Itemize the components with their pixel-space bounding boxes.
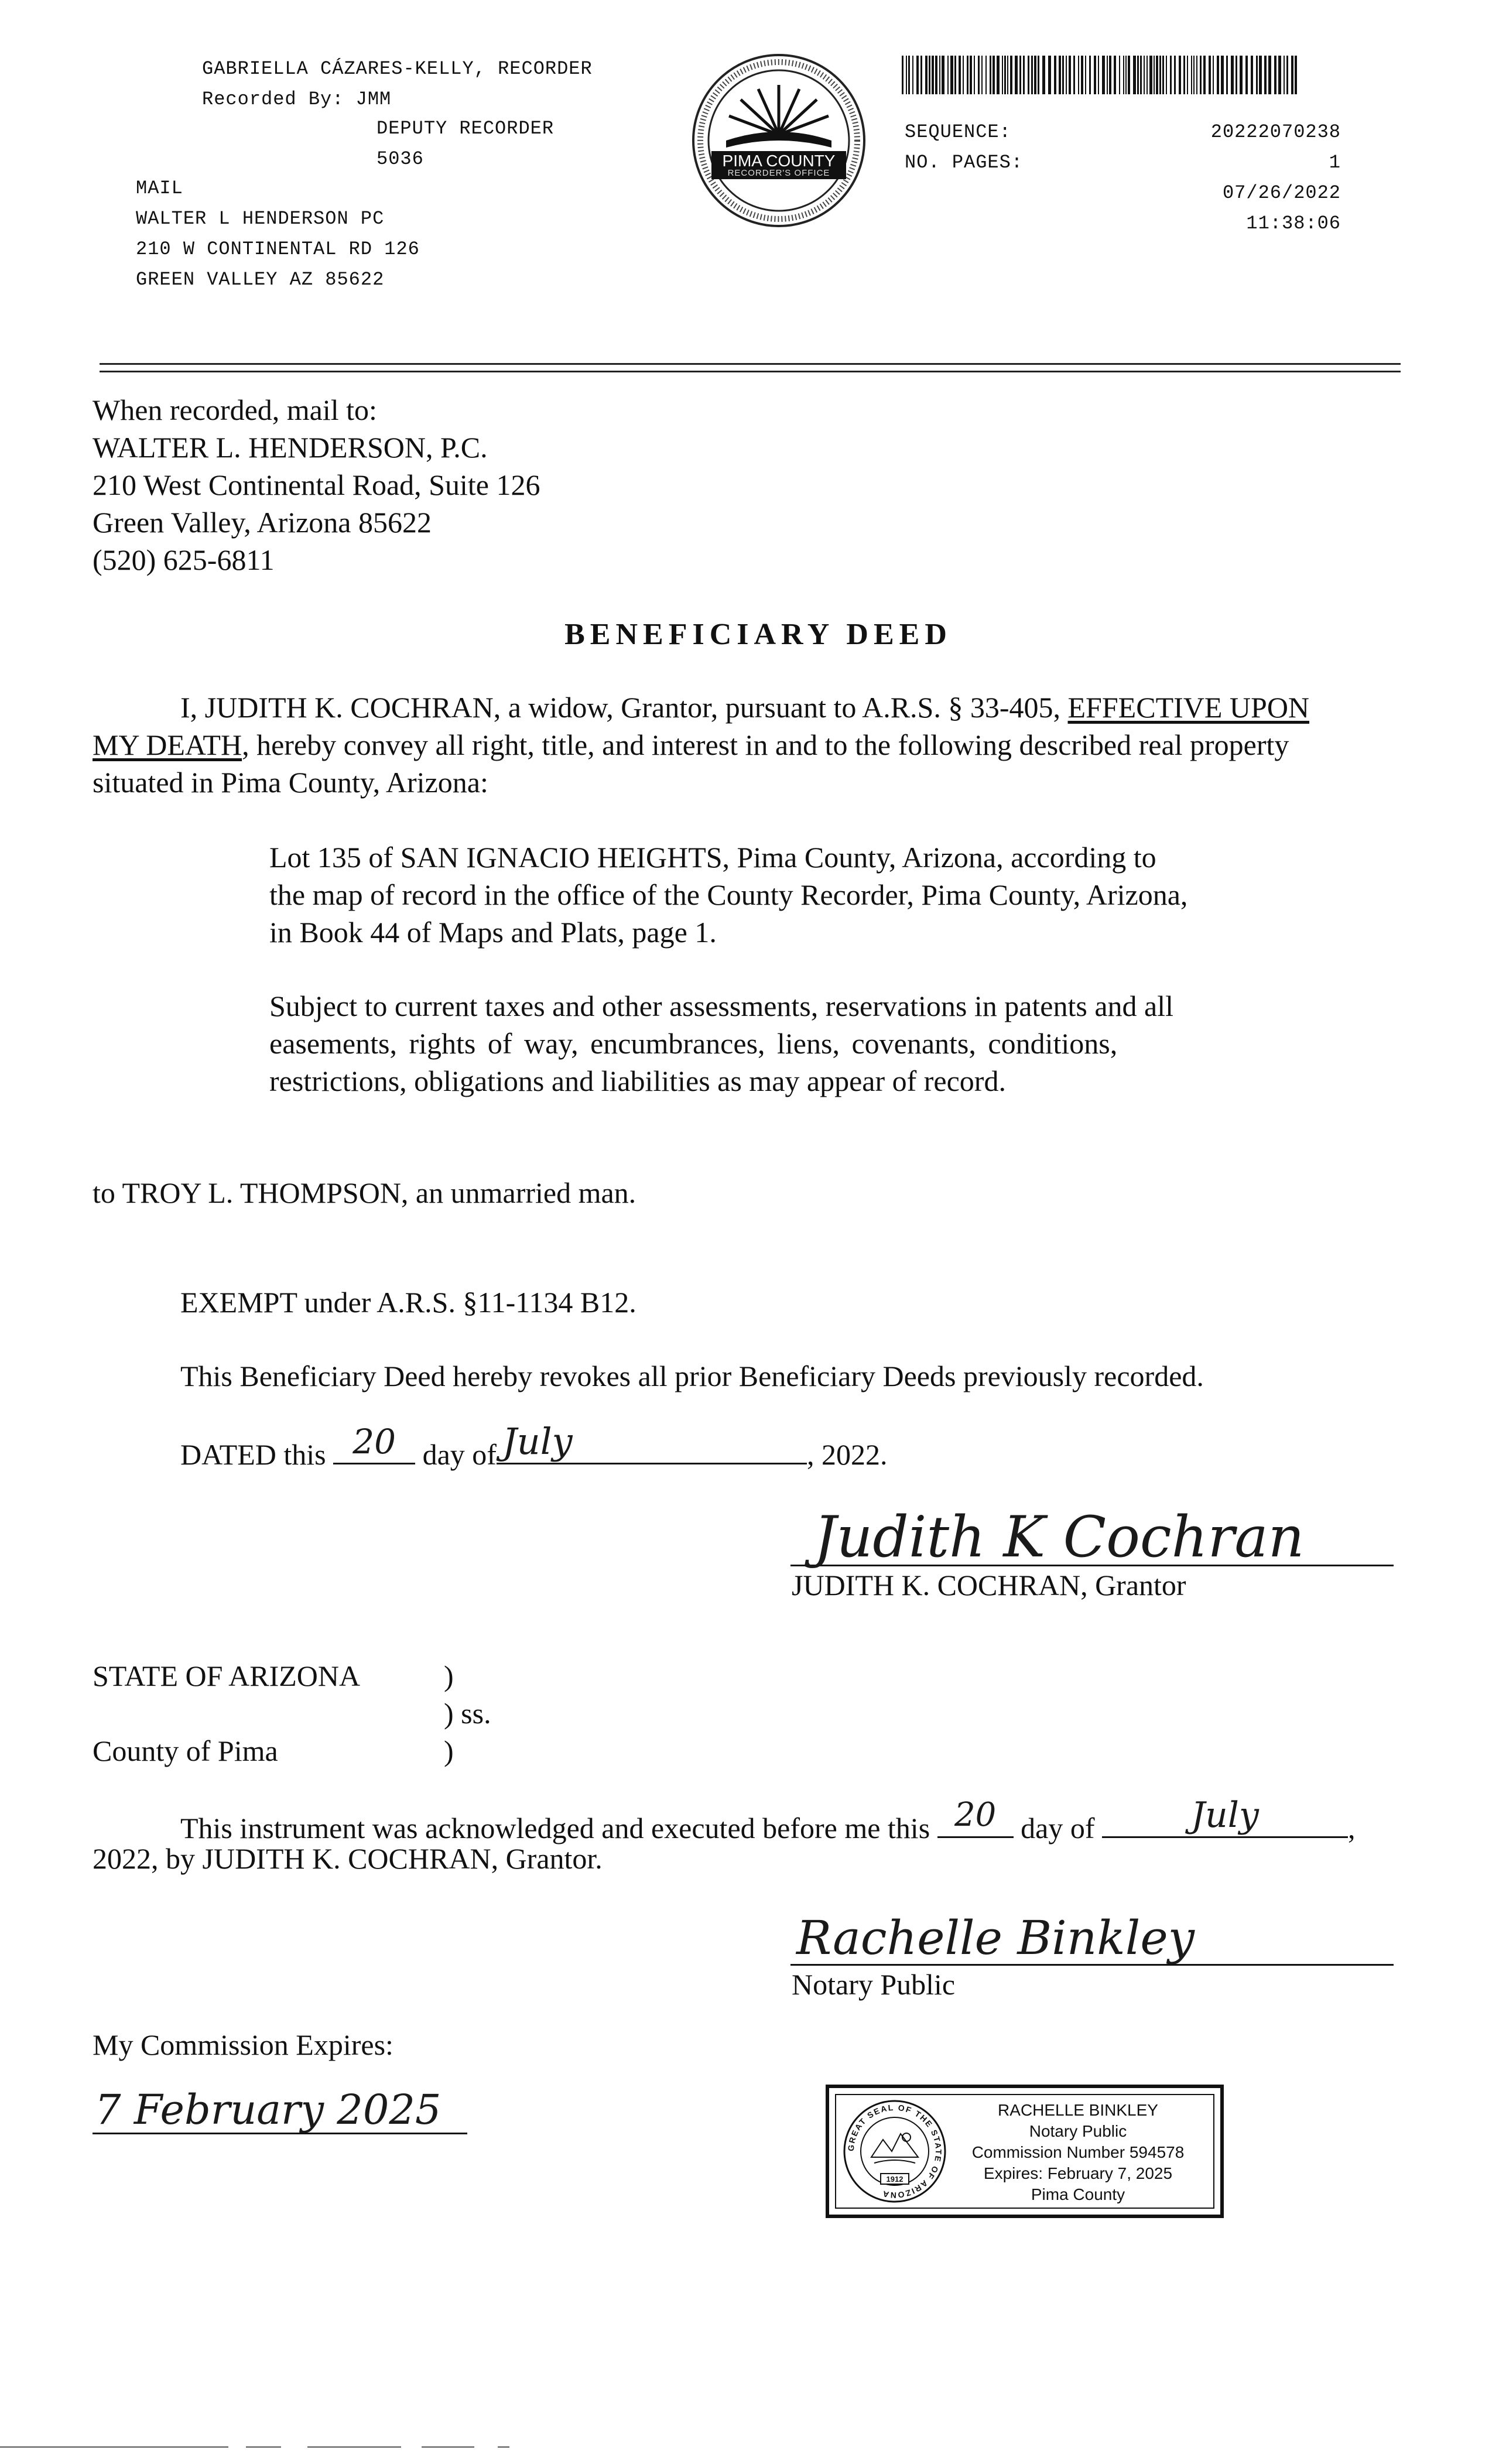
barcode-bar xyxy=(925,56,928,94)
mail-address-line-2: 210 W CONTINENTAL RD 126 xyxy=(136,238,420,260)
barcode xyxy=(902,56,1300,94)
legal-description-line-2: the map of record in the office of the County Recorder, Pima County, Arizona, xyxy=(269,878,1188,911)
dated-line xyxy=(180,1420,888,1473)
barcode-bar xyxy=(1119,56,1120,94)
notary-signature[interactable]: Rachelle Binkley xyxy=(796,1911,1195,1965)
conveyance-line-1 xyxy=(93,689,1410,726)
barcode-bar xyxy=(1123,56,1124,94)
venue-paren-1: ) xyxy=(444,1659,454,1692)
barcode-bar xyxy=(1062,56,1064,94)
seal-text-line-2: RECORDER'S OFFICE xyxy=(727,168,830,178)
venue-state: STATE OF ARIZONA xyxy=(93,1659,361,1692)
barcode-bar xyxy=(1073,56,1075,94)
barcode-bar xyxy=(1137,56,1139,94)
barcode-bar xyxy=(1217,56,1219,94)
deputy-number: 5036 xyxy=(377,148,424,170)
ack-prefix: This instrument was acknowledged and executed before me this xyxy=(180,1812,930,1844)
sequence-value: 20222070238 xyxy=(1210,121,1341,143)
barcode-bar xyxy=(1236,56,1237,94)
barcode-bar xyxy=(1028,56,1029,94)
conveyance-continue: , hereby convey all right, title, and interest in and to the following described real property xyxy=(242,728,1289,761)
barcode-bar xyxy=(1154,56,1155,94)
barcode-bar xyxy=(1213,56,1214,94)
barcode-bar xyxy=(1140,56,1142,94)
barcode-bar xyxy=(1054,56,1056,94)
barcode-bar xyxy=(1010,56,1012,94)
scan-mark-3 xyxy=(307,2446,401,2448)
deputy-title: DEPUTY RECORDER xyxy=(377,118,555,139)
subject-to-line-2: easements, rights of way, encumbrances, liens, covenants, conditions, xyxy=(269,1027,1118,1060)
barcode-bar xyxy=(1256,56,1258,94)
scan-mark-5 xyxy=(498,2446,509,2448)
barcode-bar xyxy=(1200,56,1202,94)
stamp-title: Notary Public xyxy=(1029,2122,1127,2140)
return-address xyxy=(93,391,540,579)
conveyance-paragraph xyxy=(93,689,1410,801)
barcode-bar xyxy=(1059,56,1061,94)
grantor-signature[interactable]: Judith K Cochran xyxy=(814,1504,1305,1570)
stamp-commission: Commission Number 594578 xyxy=(971,2143,1185,2161)
barcode-bar xyxy=(1245,56,1248,94)
subject-to-line-3: restrictions, obligations and liabilities as may appear of record. xyxy=(269,1065,1006,1097)
barcode-bar xyxy=(1274,56,1276,94)
dated-day-handwritten: 20 xyxy=(352,1422,396,1462)
mail-address-line-1: WALTER L HENDERSON PC xyxy=(136,208,385,230)
mail-address-line-3: GREEN VALLEY AZ 85622 xyxy=(136,269,385,290)
barcode-bar xyxy=(908,56,910,94)
barcode-bar xyxy=(929,56,930,94)
stamp-name: RACHELLE BINKLEY xyxy=(998,2101,1158,2119)
barcode-bar xyxy=(912,56,913,94)
grantor-caption: JUDITH K. COCHRAN, Grantor xyxy=(792,1569,1186,1601)
grantee-line: to TROY L. THOMPSON, an unmarried man. xyxy=(93,1176,636,1209)
notary-stamp-text xyxy=(946,2100,1210,2205)
barcode-bar xyxy=(990,56,991,94)
deputy-block xyxy=(377,114,554,174)
bottom-scan-marks xyxy=(0,2446,527,2450)
barcode-bar xyxy=(950,56,953,94)
dated-mid: day of xyxy=(422,1438,497,1471)
ack-comma: , xyxy=(1348,1812,1356,1844)
barcode-bar xyxy=(916,56,919,94)
return-address-line-4: Green Valley, Arizona 85622 xyxy=(93,506,432,539)
barcode-bar xyxy=(954,56,956,94)
scan-mark-4 xyxy=(422,2446,474,2448)
barcode-bar xyxy=(902,56,903,94)
ack-month-blank[interactable] xyxy=(1102,1795,1348,1838)
barcode-bar xyxy=(1231,56,1234,94)
barcode-bar xyxy=(997,56,1000,94)
barcode-bar xyxy=(1114,56,1116,94)
barcode-bar xyxy=(1089,56,1091,94)
sequence-label: SEQUENCE: xyxy=(905,121,1011,143)
commission-expires-handwritten[interactable]: 7 February 2025 xyxy=(95,2086,442,2134)
barcode-bar xyxy=(1038,56,1039,94)
barcode-bar xyxy=(1196,56,1197,94)
barcode-bar xyxy=(1209,56,1211,94)
notary-stamp xyxy=(826,2085,1224,2218)
pages-value: 1 xyxy=(1329,152,1341,173)
pages-label: NO. PAGES: xyxy=(905,152,1024,173)
barcode-bar xyxy=(970,56,972,94)
recorder-name: GABRIELLA CÁZARES-KELLY, RECORDER xyxy=(202,58,593,80)
barcode-bar xyxy=(1144,56,1145,94)
barcode-bar xyxy=(981,56,983,94)
barcode-bar xyxy=(1268,56,1271,94)
recorded-by-label: Recorded By: xyxy=(202,88,344,110)
barcode-bar xyxy=(1125,56,1127,94)
ack-mid: day of xyxy=(1021,1812,1095,1844)
seal-text-line-1: PIMA COUNTY xyxy=(722,152,836,170)
barcode-bar xyxy=(947,56,949,94)
barcode-bar xyxy=(1085,56,1086,94)
barcode-bar xyxy=(1149,56,1152,94)
recorded-by-line xyxy=(202,84,593,115)
recording-info-block xyxy=(202,54,593,115)
barcode-bar xyxy=(1102,56,1105,94)
barcode-bar xyxy=(1109,56,1111,94)
subject-to-clause xyxy=(269,987,1173,1100)
barcode-bar xyxy=(1193,56,1195,94)
barcode-bar xyxy=(939,56,940,94)
conveyance-intro: I, JUDITH K. COCHRAN, a widow, Grantor, pursuant to A.R.S. § 33-405, xyxy=(180,691,1068,724)
barcode-bar xyxy=(1170,56,1172,94)
barcode-bar xyxy=(1203,56,1206,94)
barcode-bar xyxy=(993,56,995,94)
barcode-bar xyxy=(1078,56,1079,94)
barcode-bar xyxy=(1094,56,1096,94)
stamp-county: Pima County xyxy=(1031,2185,1125,2203)
barcode-bar xyxy=(1264,56,1267,94)
barcode-bar xyxy=(1133,56,1136,94)
barcode-bar xyxy=(1004,56,1006,94)
legal-description-line-3: in Book 44 of Maps and Plats, page 1. xyxy=(269,916,717,949)
barcode-bar xyxy=(985,56,987,94)
barcode-bar xyxy=(906,56,907,94)
barcode-bar xyxy=(1019,56,1021,94)
scan-mark-2 xyxy=(246,2446,281,2448)
conveyance-line-3: situated in Pima County, Arizona: xyxy=(93,766,488,799)
barcode-bar xyxy=(963,56,964,94)
commission-expires-block xyxy=(93,2085,467,2134)
barcode-bar xyxy=(967,56,968,94)
ack-month-handwritten: July xyxy=(1191,1795,1259,1836)
barcode-bar xyxy=(1031,56,1033,94)
barcode-bar xyxy=(1251,56,1253,94)
barcode-bar xyxy=(1066,56,1067,94)
record-time: 11:38:06 xyxy=(1246,213,1341,234)
ack-day-handwritten: 20 xyxy=(954,1796,997,1834)
venue-ss: ) ss. xyxy=(444,1697,491,1730)
barcode-bar xyxy=(942,56,944,94)
barcode-bar xyxy=(1179,56,1181,94)
seal-graphic xyxy=(691,53,867,228)
record-date: 07/26/2022 xyxy=(1222,182,1341,204)
barcode-bar xyxy=(920,56,922,94)
return-address-line-2: WALTER L. HENDERSON, P.C. xyxy=(93,431,488,464)
notary-caption: Notary Public xyxy=(792,1968,956,2001)
barcode-bar xyxy=(1295,56,1297,94)
barcode-bar xyxy=(1147,56,1148,94)
barcode-bar xyxy=(1291,56,1293,94)
barcode-bar xyxy=(1162,56,1164,94)
return-address-line-5: (520) 625-6811 xyxy=(93,543,275,576)
barcode-bar xyxy=(935,56,937,94)
barcode-bar xyxy=(1042,56,1045,94)
conveyance-line-2 xyxy=(93,726,1410,764)
seal-ring-text: GREAT SEAL OF THE STATE OF ARIZONA xyxy=(846,2102,944,2201)
effective-upon-text: EFFECTIVE UPON xyxy=(1067,691,1310,724)
mail-label: MAIL xyxy=(136,177,183,199)
barcode-bar xyxy=(1166,56,1167,94)
barcode-bar xyxy=(1069,56,1071,94)
barcode-bar xyxy=(1007,56,1008,94)
dated-prefix: DATED this xyxy=(180,1438,326,1471)
barcode-bar xyxy=(1098,56,1099,94)
legal-description-line-1: Lot 135 of SAN IGNACIO HEIGHTS, Pima County, Arizona, according to xyxy=(269,841,1156,874)
dated-year: , 2022. xyxy=(806,1438,888,1471)
venue-paren-3: ) xyxy=(444,1734,454,1767)
barcode-bar xyxy=(1034,56,1036,94)
seal-year: 1912 xyxy=(886,2175,903,2184)
barcode-bar xyxy=(1128,56,1130,94)
barcode-bar xyxy=(1156,56,1158,94)
notary-signature-block xyxy=(790,1909,1394,2003)
header-separator-rule xyxy=(100,363,1401,372)
my-death-text: MY DEATH xyxy=(93,728,242,761)
barcode-bar xyxy=(1221,56,1224,94)
barcode-bar xyxy=(1048,56,1051,94)
barcode-bar xyxy=(978,56,980,94)
return-address-line-1: When recorded, mail to: xyxy=(93,393,377,426)
exempt-line: EXEMPT under A.R.S. §11-1134 B12. xyxy=(180,1286,636,1319)
ack-day-blank[interactable] xyxy=(937,1796,1014,1838)
barcode-bar xyxy=(1278,56,1281,94)
barcode-bar xyxy=(1174,56,1176,94)
barcode-bar xyxy=(1187,56,1188,94)
barcode-bar xyxy=(1183,56,1185,94)
barcode-bar xyxy=(932,56,934,94)
stamp-expires: Expires: February 7, 2025 xyxy=(983,2164,1173,2182)
scan-mark-1 xyxy=(0,2446,228,2448)
barcode-bar xyxy=(1259,56,1262,94)
barcode-bar xyxy=(1191,56,1192,94)
dated-month-handwritten: July xyxy=(502,1420,573,1463)
subject-to-line-1: Subject to current taxes and other assessments, reservations in patents and all xyxy=(269,990,1174,1022)
recorded-by-value: JMM xyxy=(355,88,392,110)
barcode-bar xyxy=(1286,56,1288,94)
revocation-line: This Beneficiary Deed hereby revokes all prior Beneficiary Deeds previously recorded. xyxy=(180,1360,1204,1392)
mail-to-block xyxy=(136,173,420,295)
barcode-bar xyxy=(1015,56,1018,94)
acknowledgment-line-2: 2022, by JUDITH K. COCHRAN, Grantor. xyxy=(93,1842,603,1875)
venue-county: County of Pima xyxy=(93,1734,278,1767)
barcode-graphic xyxy=(902,56,1300,94)
grantor-signature-block xyxy=(790,1505,1394,1604)
barcode-bar xyxy=(1107,56,1108,94)
sequence-values xyxy=(1113,117,1341,239)
arizona-state-seal xyxy=(842,2099,947,2204)
barcode-bar xyxy=(1159,56,1161,94)
barcode-bar xyxy=(959,56,961,94)
return-address-line-3: 210 West Continental Road, Suite 126 xyxy=(93,468,540,501)
barcode-bar xyxy=(1023,56,1025,94)
document-title: BENEFICIARY DEED xyxy=(564,618,952,651)
barcode-bar xyxy=(1226,56,1228,94)
barcode-bar xyxy=(1002,56,1003,94)
dated-month-blank[interactable] xyxy=(497,1420,807,1464)
barcode-bar xyxy=(1240,56,1243,94)
legal-description xyxy=(269,839,1187,951)
barcode-bar xyxy=(974,56,975,94)
sequence-labels xyxy=(905,117,1023,178)
arizona-seal-graphic xyxy=(842,2099,947,2204)
commission-expires-label: My Commission Expires: xyxy=(93,2028,393,2061)
dated-day-blank[interactable] xyxy=(333,1422,415,1464)
pima-county-recorder-seal xyxy=(691,53,867,228)
barcode-bar xyxy=(1081,56,1083,94)
barcode-bar xyxy=(1284,56,1285,94)
